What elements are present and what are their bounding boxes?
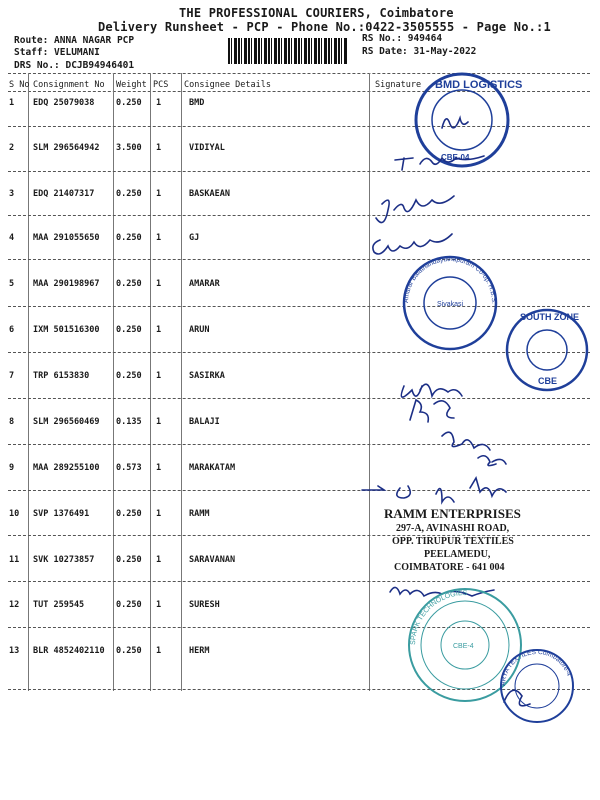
drs-number: DRS No.: DCJB94946401 [14,60,135,71]
cell-weight: 0.250 [116,325,142,335]
col-header-consignment: Consignment No [33,80,105,90]
south-zone-top: SOUTH ZONE [520,312,580,322]
cell-sno: 4 [9,233,15,243]
cell-pcs: 1 [156,325,162,335]
arya-textiles-stamp [500,649,573,722]
cell-consignee: SARAVANAN [189,555,236,565]
cell-pcs: 1 [156,98,162,108]
cell-weight: 0.250 [116,509,142,519]
cell-cno: SLM 296564942 [33,143,100,153]
cell-consignee: SURESH [189,600,220,610]
cell-pcs: 1 [156,555,162,565]
cell-cno: MAA 290198967 [33,279,100,289]
col-header-signature: Signature [375,80,422,90]
cell-consignee: MARAKATAM [189,463,236,473]
cell-pcs: 1 [156,143,162,153]
cell-pcs: 1 [156,233,162,243]
cell-cno: SVP 1376491 [33,509,90,519]
cell-weight: 0.250 [116,555,142,565]
company-title: THE PROFESSIONAL COURIERS, Coimbatore [179,6,454,20]
cell-consignee: HERM [189,646,210,656]
amarar-stamp-ring: Amarar Balathandayuthapuram Co-op. H.B.S. [402,255,498,304]
arya-stamp-ring: ARYA TEXTILES Coimbatore-4 [499,648,573,687]
cell-sno: 8 [9,417,15,427]
cell-consignee: RAMM [189,509,210,519]
ramm-stamp-line1: 297-A, AVINASHI ROAD, [396,523,510,534]
rs-date: RS Date: 31-May-2022 [362,46,477,57]
cell-pcs: 1 [156,279,162,289]
cell-consignee: BMD [189,98,205,108]
cell-weight: 0.573 [116,463,142,473]
cell-consignee: VIDIYAL [189,143,225,153]
cell-cno: SVK 10273857 [33,555,95,565]
cell-cno: EDQ 25079038 [33,98,95,108]
cell-sno: 6 [9,325,15,335]
cell-pcs: 1 [156,646,162,656]
cell-weight: 0.250 [116,371,142,381]
cell-weight: 0.250 [116,189,142,199]
cell-pcs: 1 [156,600,162,610]
amarar-stamp-center: Sivakasi [437,301,464,308]
col-header-consignee: Consignee Details [184,80,271,90]
cell-consignee: GJ [189,233,200,243]
cell-sno: 5 [9,279,15,289]
cell-consignee: AMARAR [189,279,220,289]
cell-sno: 9 [9,463,15,473]
cell-weight: 0.250 [116,279,142,289]
col-header-sno: S No [9,80,30,90]
cell-pcs: 1 [156,189,162,199]
handwritten-signatures [362,118,530,706]
cell-sno: 7 [9,371,15,381]
cell-cno: IXM 501516300 [33,325,100,335]
cell-cno: MAA 291055650 [33,233,100,243]
cell-consignee: BALAJI [189,417,220,427]
cell-weight: 0.250 [116,233,142,243]
cell-cno: SLM 296560469 [33,417,100,427]
teal-stamp-ring: SPARK TECHNOLOGIES [409,589,468,646]
col-header-pcs: PCS [153,80,169,90]
cell-sno: 13 [9,646,20,656]
cell-cno: TRP 6153830 [33,371,90,381]
cell-pcs: 1 [156,509,162,519]
cell-consignee: SASIRKA [189,371,225,381]
cell-sno: 10 [9,509,20,519]
cell-cno: EDQ 21407317 [33,189,95,199]
cell-pcs: 1 [156,371,162,381]
bmd-stamp-top: BMD LOGISTICS [435,79,523,91]
cell-sno: 3 [9,189,15,199]
cell-weight: 0.250 [116,646,142,656]
cell-cno: BLR 4852402110 [33,646,105,656]
south-zone-stamp [507,310,587,390]
teal-stamp-center: CBE-4 [453,643,474,650]
bmd-stamp-bottom: CBE-04 [441,153,470,162]
bmd-logistics-stamp [416,74,522,166]
route-label: Route: ANNA NAGAR PCP [14,35,135,46]
cell-weight: 0.135 [116,417,142,427]
cell-sno: 12 [9,600,20,610]
cell-sno: 11 [9,555,20,565]
south-zone-bottom: CBE [538,376,558,386]
cell-pcs: 1 [156,417,162,427]
ramm-stamp-line2: OPP. TIRUPUR TEXTILES [392,536,514,547]
ramm-stamp-name: RAMM ENTERPRISES [384,506,521,521]
rs-number: RS No.: 949464 [362,33,443,44]
cell-weight: 0.250 [116,98,142,108]
cell-sno: 1 [9,98,15,108]
cell-weight: 0.250 [116,600,142,610]
ramm-stamp-line4: COIMBATORE - 641 004 [394,562,505,573]
staff-label: Staff: VELUMANI [14,47,100,58]
cell-cno: TUT 259545 [33,600,85,610]
cell-consignee: BASKAEAN [189,189,230,199]
col-header-weight: Weight [116,80,147,90]
amarar-coop-stamp [0,0,497,349]
cell-pcs: 1 [156,463,162,473]
cell-weight: 3.500 [116,143,142,153]
cell-cno: MAA 289255100 [33,463,100,473]
cell-consignee: ARUN [189,325,210,335]
ramm-stamp-line3: PEELAMEDU, [424,549,491,560]
runsheet-title: Delivery Runsheet - PCP - Phone No.:0422-3505555 - Page No.:1 [98,20,551,34]
cell-sno: 2 [9,143,15,153]
